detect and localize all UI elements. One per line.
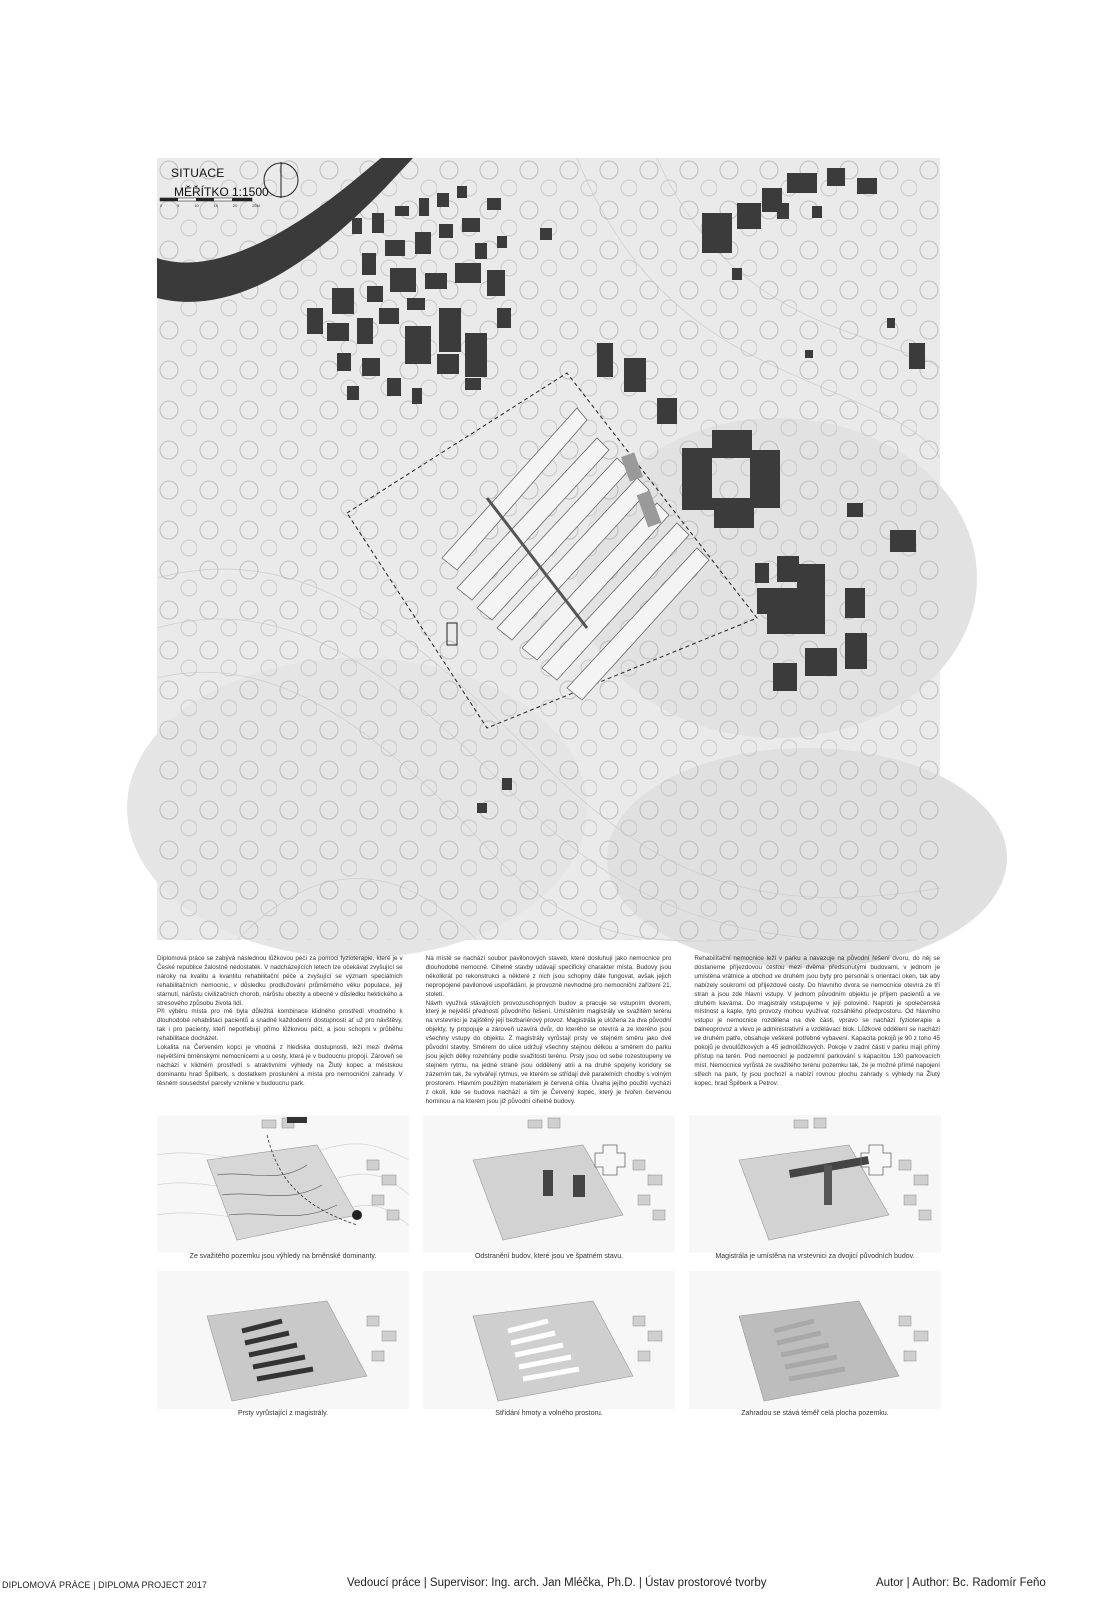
footer — [0, 1577, 1120, 1593]
scale-tick-labels — [160, 203, 260, 208]
scale-tick: 15 — [213, 203, 218, 208]
diagram-caption: Odstranění budov, které jsou ve špatném stavu. — [474, 1253, 624, 1260]
scale-tick: 10 — [194, 203, 199, 208]
scale-tick: 25M — [252, 203, 260, 208]
text-column-3: Rehabilitační nemocnice leží v parku a navazuje na původní řešení dvoru, do něj se dostaneme příjezdovou cestou mezi dvěma předsunutými budovami, v jednom je umístěna vrátnice a obchod ve druhém jsou byty pro personál s orientací oken, tak aby nabízely soukromí od příjezdové cesty. Do hlavního dvora se nemocnice otevírá ze tří stran a jsou zde hlavní vstupy. V jednom původním objektu je příjem pacientů a ve druhém kavárna. Do magistrály vstupujeme v její polovině. Naproti je společenská místnost a kaple, tyto provozy mohou využívat rozsáhlého předprostoru. Od hlavního vstupu je nemocnice rozdělena na dvě části, vpravo se nachází fyzioterapie a balneoprovoz a vlevo je administrativní a vzdělávací blok. Lůžkové oddělení se nachází ve druhém patře, obsahuje veškeré potřebné vybavení. Kapacita pokojů je 90 z toho 45 pokojů je dvoulůžkových a 45 jednolůžkových. Pokoje v zadní části v parku mají přímý přístup na terén. Pod nemocnicí je podzemní parkování s kapacitou 130 parkovacích míst. Nemocnice vyrůstá ze svažitého terénu pozemku tak, že je možné přímé napojení střech na park, ty jsou pochozí a nabízí rovnou plochu zahrady s výhledy na Žlutý kopec, hrad Špilberk a Petrov. — [694, 955, 941, 1087]
diagram-caption: Prsty vyrůstající z magistrály. — [237, 1410, 329, 1417]
diagram-garden — [689, 1271, 941, 1409]
site-plan-drawing — [157, 158, 940, 940]
diagram-fingers — [157, 1271, 409, 1409]
diagram-mass-and-space — [423, 1271, 675, 1409]
footer-project: DIPLOMOVÁ PRÁCE | DIPLOMA PROJECT 2017 — [2, 1580, 208, 1590]
diagram-caption: Zahradou se stává téměř celá plocha pozemku. — [741, 1410, 889, 1417]
scale-tick: 5 — [177, 203, 180, 208]
footer-author: Autor | Author: Bc. Radomír Feňo — [876, 1577, 1046, 1589]
text-column-2: Na místě se nachází soubor pavilonových staveb, které dosluhují jako nemocnice pro dlouhodobě nemocné. Cihelné stavby udávají specifický charakter místa. Budovy jsou několikrát po rekonstrukci a některé z nich jsou schopny dále fungovat, avšak jejich nepropojené pavilonové uspořádání, je provozně nevhodné pro nemocniční zařízení 21. století. Návrh využívá stávajících provozuschopných budov a pracuje se vstupním dvorem, který je největší předností původního řešení. Umístěním magistrály ve svažitém terénu na vrstevnici je zajištěný její bezbariérový provoz. Magistrála je uložena za dva původní objekty, ty propojuje a zároveň uzavírá dvůr, do kterého se otevírá a ze kterého jsou všechny vstupy do objektu. Z magistrály vyrůstají prsty ve stejném směru jako dvě původní stavby. Směrem do ulice udržují všechny stejnou délkou a směrem do parku jsou jejich délky rozehrány podle svažitosti terénu. Prsty jsou od sebe rozestoupeny ve stejném rytmu, na jedné straně jsou oddělený atrii a na druhé spojeny koridory se zázemím tak, že vytvářejí rytmus, ve kterém se střídají dvě paralelních chodby s volným prostorem. Hlavním použitým materiálem je červená cihla. Úvaha jejího použití vychází z okolí, kde se budova nachází a tím je Červený kopec, který je tvořen červenou horninou a na kterém jsou již původní cihelné budovy. — [425, 955, 672, 1105]
plan-scale-label: MĚŘÍTKO 1:1500 — [174, 185, 269, 199]
diagram-remove-buildings — [423, 1115, 675, 1253]
footer-supervisor: Vedoucí práce | Supervisor: Ing. arch. Jan Mléčka, Ph.D. | Ústav prostorové tvorby — [347, 1577, 767, 1589]
text-column-1: Diplomová práce se zabývá následnou lůžkovou péčí za pomoci fyzioterapie, které je v České republice žalostně nedostatek. V nadcházejících letech lze očekávat zvyšující se nároky na kvalitu a kvantitu rehabilitační péče a zvyšující se význam speciálních rehabilitačních nemocnic, v důsledku prodlužování průměrného věku populace, její stárnutí, nárůstu civilizačních chorob, nárůstu obezity a obecně v důsledku hektického a stresového způsobu života lidí. Při výběru místa pro mě byla důležitá kombinace klidného prostředí vhodného k dlouhodobé rehabilitaci pacientů a snadné každodenní dostupnosti ať už pro návštěvy, tak i pro pacienty, kteří nepotřebují přímo lůžkovou péči, a jsou schopni v průběhu rehabilitace docházet. Lokalita na Červeném kopci je vhodná z hlediska dostupnosti, leží mezi dvěma největšími brněnskými nemocnicemi a u cesty, která je v budoucnu propojí. Zároveň se nachází v klidném prostředí s atraktivními výhledy na Žlutý kopec a městskou dominantu hrad Špilberk, s dostatkem prosluněni a místa pro nemocniční zahrady. V těsném sousedství parcely vznikne v budoucnu park. — [157, 955, 403, 1087]
diagram-caption: Střídání hmoty a volného prostoru. — [495, 1410, 603, 1417]
diagram-caption: Ze svažitého pozemku jsou výhledy na brněnské dominanty. — [189, 1253, 377, 1260]
diagram-caption: Magistrála je umístěna na vrstevnici za dvojicí původních budov. — [715, 1253, 915, 1260]
scale-tick: 0 — [160, 203, 163, 208]
description-text — [157, 955, 941, 1105]
diagram-magistrala — [689, 1115, 941, 1253]
plan-title: SITUACE — [171, 166, 225, 180]
scale-tick: 20 — [232, 203, 238, 208]
site-plan — [157, 158, 940, 940]
diagram-views — [157, 1115, 409, 1253]
